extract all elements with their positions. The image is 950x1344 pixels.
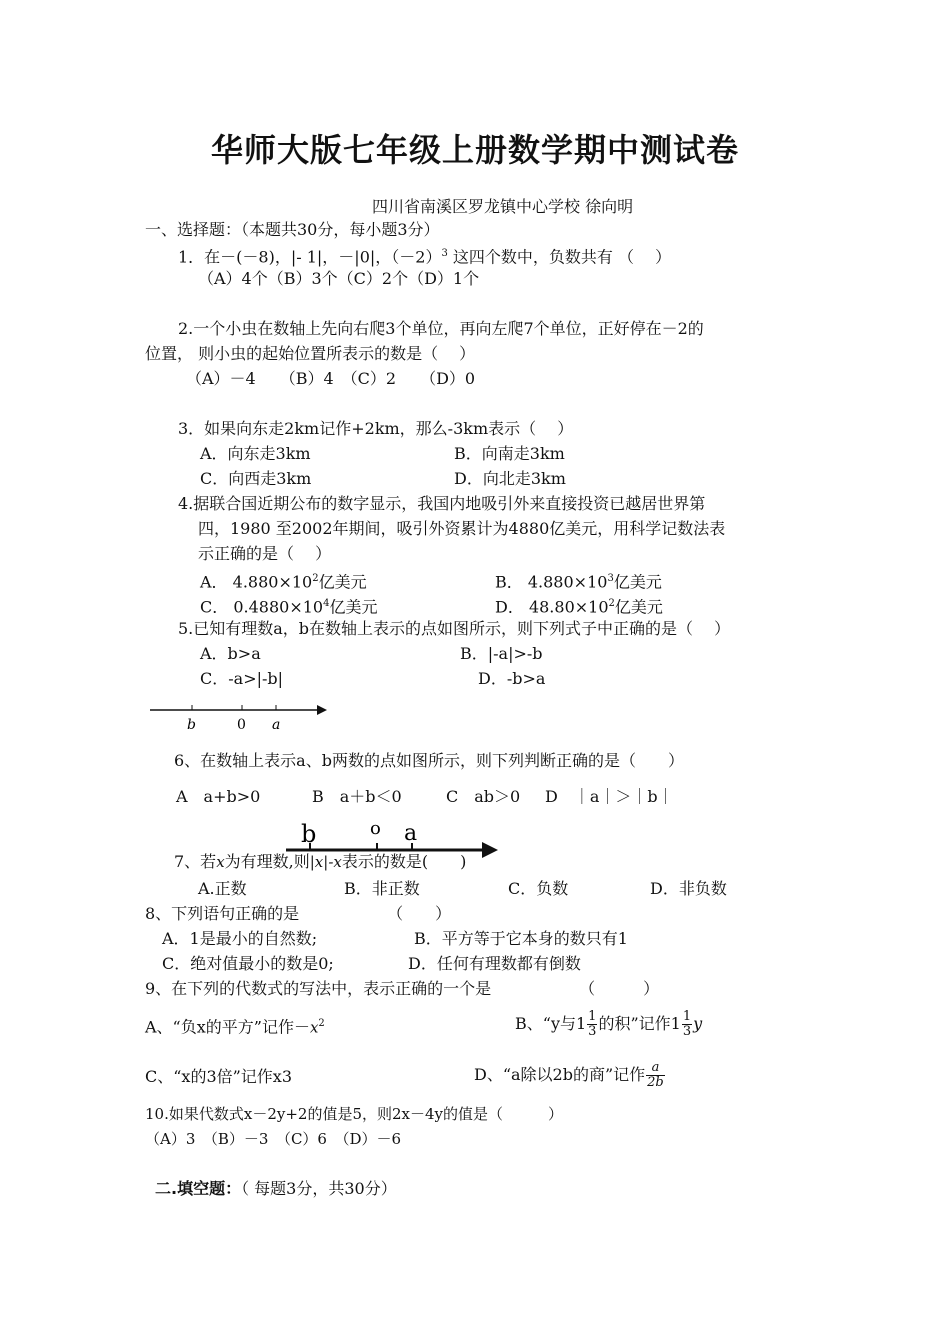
q4-c-exp: 4 bbox=[323, 598, 330, 609]
q2-options: （A）－4 （B）4 （C）2 （D）0 bbox=[186, 369, 476, 388]
q9-a-text: A、“负x的平方”记作－ bbox=[145, 1017, 310, 1037]
q5-option-c: C．-a>|-b| bbox=[200, 669, 284, 688]
q5-number-line bbox=[145, 696, 335, 736]
q7-stem-b: 为有理数,则 bbox=[224, 852, 310, 871]
section-choice-heading: 一、选择题：（本题共30分，每小题3分） bbox=[145, 220, 440, 239]
q7-stem-a: 7、若 bbox=[174, 852, 217, 871]
q1-options: （A）4个（B）3个（C）2个（D）1个 bbox=[198, 269, 480, 288]
q5-stem: 5.已知有理数a，b在数轴上表示的点如图所示，则下列式子中正确的是（ ） bbox=[178, 619, 731, 638]
q3-option-d: D．向北走3km bbox=[454, 469, 566, 488]
q7-option-d: D．非负数 bbox=[650, 879, 727, 898]
q3-option-b: B．向南走3km bbox=[454, 444, 565, 463]
q9-d-text: D、“a除以2b的商”记作 bbox=[474, 1065, 646, 1084]
q4-a-unit: 亿美元 bbox=[318, 572, 367, 592]
q6-axis-arrow bbox=[482, 842, 498, 858]
q8-option-a: A．1是最小的自然数; bbox=[162, 929, 318, 948]
section-fill-heading bbox=[155, 1178, 397, 1200]
question-1 bbox=[178, 243, 671, 268]
q5-axis-arrow bbox=[317, 705, 327, 715]
q5-label-a: a bbox=[272, 717, 281, 733]
q9-option-a bbox=[145, 1013, 325, 1038]
q3-option-c: C．向西走3km bbox=[200, 469, 312, 488]
section-2-label: 二.填空题： bbox=[155, 1179, 242, 1198]
q4-b-base: 4.880×10 bbox=[527, 572, 608, 592]
q9-b-text-2: 的积”记作1 bbox=[598, 1014, 681, 1033]
q4-c-base: 0.4880×10 bbox=[233, 597, 324, 617]
q9-d-fraction bbox=[646, 1061, 665, 1090]
q9-b-frac2-den: 3 bbox=[682, 1024, 692, 1039]
q2-line-1: 2.一个小虫在数轴上先向右爬3个单位，再向左爬7个单位，正好停在－2的 bbox=[178, 319, 704, 338]
q1-stem: 1．在－(－8)，|- 1|，－|0|，（－2） bbox=[178, 247, 442, 267]
q9-option-c: C、“x的3倍”记作x3 bbox=[145, 1067, 293, 1086]
q4-a-exp: 2 bbox=[312, 573, 319, 584]
q3-option-a: A．向东走3km bbox=[200, 444, 311, 463]
q9-b-frac2-num: 1 bbox=[682, 1009, 692, 1024]
q5-label-b: b bbox=[187, 717, 196, 733]
q4-b-label: B． bbox=[495, 572, 523, 592]
q9-b-text-1: B、“y与1 bbox=[515, 1014, 587, 1033]
q4-c-label: C． bbox=[200, 597, 229, 617]
q4-d-unit: 亿美元 bbox=[614, 597, 663, 617]
q4-b-exp: 3 bbox=[607, 573, 614, 584]
q4-option-b bbox=[495, 568, 662, 593]
q1-stem-end: 这四个数中，负数共有 （ ） bbox=[447, 247, 672, 267]
q8-option-b: B．平方等于它本身的数只有1 bbox=[414, 929, 628, 948]
q9-b-frac-num: 1 bbox=[588, 1009, 597, 1024]
q4-d-base: 48.80×10 bbox=[528, 597, 609, 617]
q5-option-b: B．|-a|>-b bbox=[460, 644, 543, 663]
q6-label-a: a bbox=[404, 821, 418, 846]
q9-a-math: x bbox=[309, 1018, 319, 1037]
q7-option-a: A.正数 bbox=[198, 879, 247, 898]
q4-d-label: D． bbox=[495, 597, 524, 617]
q9-option-b bbox=[515, 1009, 702, 1039]
q2-line-2: 位置， 则小虫的起始位置所表示的数是（ ） bbox=[145, 344, 476, 363]
q6-stem: 6、在数轴上表示a、b两数的点如图所示，则下列判断正确的是（ ） bbox=[174, 751, 684, 770]
q9-b-fraction-2 bbox=[682, 1010, 692, 1039]
q4-line-1: 4.据联合国近期公布的数字显示，我国内地吸引外来直接投资已越居世界第 bbox=[178, 494, 706, 513]
q4-a-base: 4.880×10 bbox=[232, 572, 313, 592]
q6-label-b: b bbox=[301, 820, 317, 848]
q5-label-0: 0 bbox=[237, 717, 246, 733]
q9-option-d bbox=[474, 1060, 666, 1090]
q10-options: （A）3 （B）－3 （C）6 （D）－6 bbox=[145, 1130, 402, 1148]
q9-stem: 9、在下列的代数式的写法中，表示正确的一个是 （ ） bbox=[145, 979, 660, 998]
q5-option-a: A．b>a bbox=[200, 644, 261, 663]
q9-b-fraction bbox=[587, 1010, 597, 1039]
q9-d-frac-den: 2b bbox=[647, 1075, 664, 1090]
section-2-note: （ 每题3分，共30分） bbox=[241, 1179, 397, 1198]
q4-line-2: 四，1980 至2002年期间，吸引外资累计为4880亿美元，用科学记数法表 bbox=[198, 519, 726, 538]
q3-stem: 3．如果向东走2km记作+2km，那么-3km表示（ ） bbox=[178, 419, 574, 438]
author-line: 四川省南溪区罗龙镇中心学校 徐向明 bbox=[372, 197, 634, 216]
q4-d-exp: 2 bbox=[608, 598, 615, 609]
q9-a-exp: 2 bbox=[318, 1018, 325, 1029]
q6-option-c: C ab＞0 bbox=[446, 787, 521, 806]
q9-b-var: y bbox=[693, 1014, 703, 1033]
q6-option-b: B a＋b＜0 bbox=[312, 787, 402, 806]
q10-stem: 10.如果代数式x－2y+2的值是5，则2x－4y的值是（ ） bbox=[145, 1105, 564, 1123]
q6-option-d: D ｜a｜＞｜b｜ bbox=[545, 787, 674, 806]
q6-label-o: o bbox=[370, 818, 381, 839]
q4-line-3: 示正确的是（ ） bbox=[198, 544, 332, 563]
q6-option-a: A a+b>0 bbox=[176, 787, 261, 806]
q8-stem: 8、下列语句正确的是 （ ） bbox=[145, 904, 452, 923]
q7-option-c: C．负数 bbox=[508, 879, 569, 898]
page-title: 华师大版七年级上册数学期中测试卷 bbox=[210, 131, 739, 169]
q9-d-frac-num: a bbox=[646, 1061, 665, 1076]
q7-option-b: B．非正数 bbox=[344, 879, 420, 898]
q7-stem-c: 表示的数是( ) bbox=[341, 852, 467, 871]
q8-option-d: D．任何有理数都有倒数 bbox=[408, 954, 581, 973]
q4-c-unit: 亿美元 bbox=[329, 597, 378, 617]
q4-b-unit: 亿美元 bbox=[613, 572, 662, 592]
q4-option-c bbox=[200, 593, 377, 618]
question-7 bbox=[174, 851, 466, 873]
q4-option-a bbox=[200, 568, 367, 593]
q4-a-label: A． bbox=[200, 572, 228, 592]
q7-var: x bbox=[216, 853, 225, 871]
q8-option-c: C．绝对值最小的数是0; bbox=[162, 954, 334, 973]
q1-exponent: 3 bbox=[441, 248, 448, 259]
q5-option-d: D．-b>a bbox=[478, 669, 546, 688]
q7-expr: |x|-x bbox=[309, 853, 342, 871]
q4-option-d bbox=[495, 593, 663, 618]
q9-b-frac-den: 3 bbox=[588, 1024, 597, 1039]
